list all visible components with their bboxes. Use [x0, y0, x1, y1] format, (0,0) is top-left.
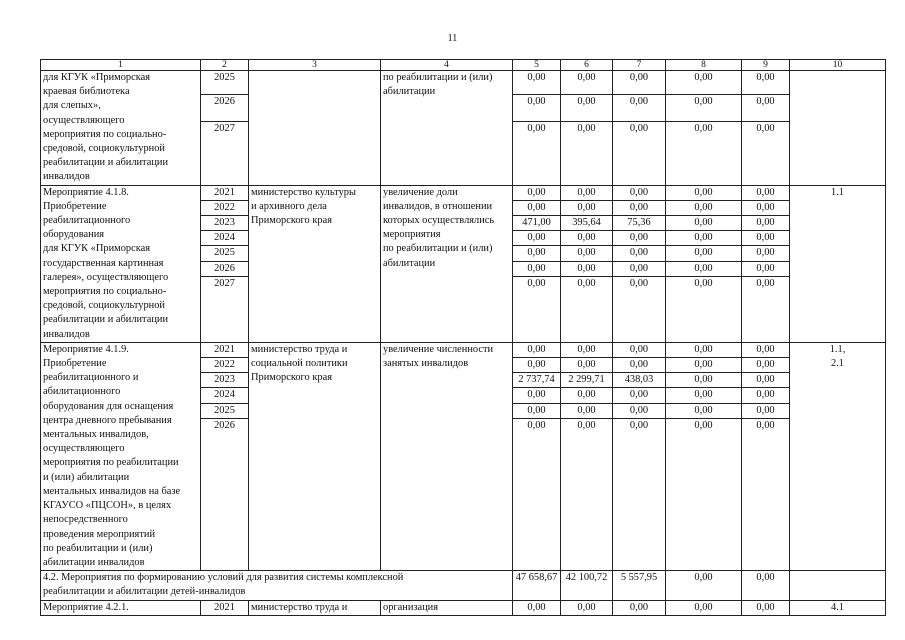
text-line: по реабилитации и (или): [383, 72, 493, 83]
value: 0,00: [742, 358, 789, 373]
value: 0,00: [666, 373, 741, 388]
text-line: КГАУСО «ПЦСОН», в целях: [43, 500, 172, 512]
activity-row-library: [41, 71, 886, 186]
text-line: мероприятия по социально-: [43, 128, 167, 140]
text-line: реабилитации и абилитации детей-инвалидов: [43, 586, 246, 598]
text-line: центра дневного пребывания: [43, 414, 172, 426]
value: 0,00: [666, 246, 741, 261]
value: 0,00: [613, 343, 665, 358]
year: 2021: [201, 186, 248, 201]
value-col-7: [613, 71, 666, 186]
value: 0,00: [694, 572, 713, 584]
section-row-4-2: [41, 571, 886, 600]
text-line: реабилитационного и: [43, 372, 139, 384]
result-cell: [381, 71, 513, 186]
value: 0,00: [561, 186, 612, 201]
year: 2027: [214, 123, 235, 134]
activity-row-4-2-1: [41, 600, 886, 615]
year: 2026: [201, 262, 248, 277]
value: 438,03: [613, 373, 665, 388]
result-cell: [381, 185, 513, 342]
value: 0,00: [577, 277, 596, 289]
text-line: министерство культуры: [251, 186, 356, 198]
value: 0,00: [513, 231, 560, 246]
year: 2025: [201, 246, 248, 261]
executor-cell: [249, 71, 381, 186]
value: 0,00: [577, 419, 596, 431]
value: 471,00: [513, 216, 560, 231]
value: 0,00: [666, 186, 741, 201]
value: 0,00: [742, 373, 789, 388]
header-col-6: 6: [561, 60, 613, 71]
value: 0,00: [613, 71, 665, 95]
value: 0,00: [513, 358, 560, 373]
text-line: краевая библиотека: [43, 86, 130, 98]
value: 0,00: [666, 95, 741, 122]
activity-name: [41, 185, 201, 342]
value-col-5: [513, 342, 561, 570]
value: 0,00: [629, 601, 649, 613]
text-line: занятых инвалидов: [383, 358, 469, 370]
header-col-10: 10: [790, 60, 886, 71]
text-line: абилитации: [383, 257, 436, 269]
section-title: [41, 571, 513, 600]
value-col-8: [666, 185, 742, 342]
value: 0,00: [613, 262, 665, 277]
value: 0,00: [513, 71, 560, 95]
text-line: по реабилитации и (или): [383, 243, 493, 255]
result-cell: организация: [381, 600, 513, 615]
years-cell: [201, 185, 249, 342]
year: 2024: [201, 231, 248, 246]
text-line: государственная картинная: [43, 257, 164, 269]
text-line: Приморского края: [251, 372, 332, 384]
value: 0,00: [561, 231, 612, 246]
value: 0,00: [756, 572, 775, 584]
text-line: социальной политики: [251, 358, 348, 370]
activity-row-4-1-8: [41, 185, 886, 342]
header-col-9: 9: [742, 60, 790, 71]
text-line: для слепых»,: [43, 100, 101, 112]
value: 0,00: [613, 404, 665, 419]
value: 0,00: [561, 262, 612, 277]
year: 2027: [214, 277, 235, 289]
value: 0,00: [756, 123, 775, 134]
year: 2024: [201, 388, 248, 403]
indicator-cell: [790, 71, 886, 186]
value-col-8: [666, 71, 742, 186]
text-line: увеличение численности: [383, 343, 494, 355]
value: 2 299,71: [561, 373, 612, 388]
value: 0,00: [742, 216, 789, 231]
value-col-8: [666, 600, 742, 615]
indicator-cell: [790, 571, 886, 600]
value: 0,00: [577, 123, 596, 134]
value: 0,00: [629, 123, 649, 134]
activity-name: Мероприятие 4.2.1.: [41, 600, 201, 615]
value: 0,00: [527, 419, 546, 431]
indicator-cell: [790, 342, 886, 570]
value: 0,00: [694, 419, 713, 431]
year: 2023: [201, 373, 248, 388]
executor-cell: министерство труда и: [249, 600, 381, 615]
text-line: мероприятия по социально-: [43, 286, 167, 298]
value: 75,36: [613, 216, 665, 231]
executor-cell: [249, 342, 381, 570]
text-line: реабилитации и абилитации: [43, 157, 169, 169]
value: 0,00: [561, 246, 612, 261]
result-cell: [381, 342, 513, 570]
text-line: и (или) абилитации: [43, 471, 130, 483]
value: 0,00: [561, 95, 612, 122]
activity-name: [41, 71, 201, 186]
value: 0,00: [613, 358, 665, 373]
value: 0,00: [666, 71, 741, 95]
value: 0,00: [742, 388, 789, 403]
value: 0,00: [513, 201, 560, 216]
text-line: ментальных инвалидов,: [43, 429, 149, 441]
text-line: мероприятия: [383, 229, 441, 241]
text-line: ментальных инвалидов на базе: [43, 485, 181, 497]
value: 395,64: [561, 216, 612, 231]
value-col-6: [561, 571, 613, 600]
value-col-9: [742, 571, 790, 600]
value-col-8: [666, 342, 742, 570]
value: 0,00: [613, 388, 665, 403]
value: 0,00: [527, 123, 546, 134]
value: 0,00: [742, 231, 789, 246]
year: 2026: [201, 95, 248, 122]
value: 5 557,95: [620, 572, 658, 584]
value: 0,00: [513, 186, 560, 201]
text-line: министерство труда и: [251, 343, 348, 355]
text-line: абилитации: [383, 86, 436, 98]
text-line: которых осуществлялись: [383, 215, 495, 227]
value-col-9: [742, 600, 790, 615]
indicator-cell: 4.1: [790, 600, 886, 615]
value: 0,00: [513, 388, 560, 403]
value: 0,00: [513, 95, 560, 122]
value: 0,00: [742, 71, 789, 95]
year: 2021: [201, 600, 249, 615]
value-col-7: [613, 185, 666, 342]
executor-cell: [249, 185, 381, 342]
text-line: оборудования для оснащения: [43, 400, 174, 412]
text-line: по реабилитации и (или): [43, 542, 153, 554]
value-col-5: [513, 600, 561, 615]
value: 0,00: [742, 201, 789, 216]
text-line: непосредственного: [43, 514, 128, 526]
value-col-5: [513, 185, 561, 342]
value: 0,00: [613, 186, 665, 201]
value-col-7: [613, 571, 666, 600]
value-col-7: [613, 342, 666, 570]
years-cell: [201, 71, 249, 186]
value-col-6: [561, 600, 613, 615]
value: 0,00: [666, 343, 741, 358]
value: 0,00: [561, 201, 612, 216]
value: 0,00: [694, 601, 713, 613]
text-line: реабилитации и абилитации: [43, 314, 169, 326]
header-col-7: 7: [613, 60, 666, 71]
header-col-8: 8: [666, 60, 742, 71]
text-line: мероприятия по реабилитации: [43, 457, 179, 469]
value: 2 737,74: [513, 373, 560, 388]
text-line: Мероприятие 4.1.8.: [43, 186, 129, 198]
value: 0,00: [756, 419, 775, 431]
text-line: осуществляющего: [43, 443, 125, 455]
value: 0,00: [742, 262, 789, 277]
header-col-4: 4: [381, 60, 513, 71]
activity-row-4-1-9: [41, 342, 886, 570]
year: 2023: [201, 216, 248, 231]
value-col-9: [742, 71, 790, 186]
text-line: увеличение доли: [383, 186, 458, 198]
text-line: средовой, социокультурной: [43, 300, 165, 312]
value: 0,00: [666, 262, 741, 277]
value: 0,00: [742, 186, 789, 201]
text-line: осуществляющего: [43, 114, 125, 126]
text-line: для КГУК «Приморская: [43, 243, 150, 255]
value: 42 100,72: [565, 572, 608, 584]
value: 0,00: [666, 216, 741, 231]
text-line: Приобретение: [43, 200, 107, 212]
activity-name: [41, 342, 201, 570]
value: 0,00: [613, 231, 665, 246]
value: 0,00: [613, 246, 665, 261]
page-number: 11: [447, 33, 458, 44]
value: 0,00: [694, 123, 713, 134]
value: 0,00: [513, 262, 560, 277]
value: 0,00: [613, 201, 665, 216]
value-col-7: [613, 600, 666, 615]
text-line: и архивного дела: [251, 200, 327, 212]
value: 0,00: [742, 246, 789, 261]
value: 0,00: [629, 419, 649, 431]
value: 0,00: [561, 388, 612, 403]
value: 0,00: [756, 601, 775, 613]
years-cell: [201, 342, 249, 570]
value: 47 658,67: [515, 572, 558, 584]
value: 0,00: [666, 404, 741, 419]
text-line: для КГУК «Приморская: [43, 72, 150, 83]
text-line: оборудования: [43, 229, 105, 241]
value: 0,00: [742, 343, 789, 358]
value: 0,00: [666, 358, 741, 373]
value-col-8: [666, 571, 742, 600]
value: 0,00: [513, 343, 560, 358]
value: 0,00: [666, 231, 741, 246]
year: 2022: [201, 358, 248, 373]
value-col-9: [742, 185, 790, 342]
header-row: [41, 60, 886, 71]
value: 0,00: [742, 404, 789, 419]
value: 0,00: [694, 277, 713, 289]
value: 0,00: [561, 343, 612, 358]
header-col-2: 2: [201, 60, 249, 71]
value-col-5: [513, 71, 561, 186]
value: 0,00: [742, 95, 789, 122]
text-line: Приобретение: [43, 358, 107, 370]
year: 2025: [201, 404, 248, 419]
value: 0,00: [561, 358, 612, 373]
value-col-6: [561, 342, 613, 570]
year: 2025: [201, 71, 248, 95]
text-line: Приморского края: [251, 215, 332, 227]
value-col-9: [742, 342, 790, 570]
text-line: абилитации инвалидов: [43, 556, 145, 568]
value: 0,00: [613, 95, 665, 122]
indicator-cell: 1.1: [790, 185, 886, 342]
year: 2021: [201, 343, 248, 358]
value: 0,00: [527, 277, 546, 289]
value: 0,00: [629, 277, 649, 289]
text-line: средовой, социокультурной: [43, 143, 165, 155]
year: 2022: [201, 201, 248, 216]
value: 0,00: [666, 201, 741, 216]
value: 0,00: [527, 601, 546, 613]
program-activities-table: [40, 59, 886, 616]
text-line: Мероприятие 4.1.9.: [43, 343, 129, 355]
text-line: инвалидов: [43, 171, 90, 183]
text-line: 1.1,: [829, 343, 846, 355]
text-line: 4.2. Мероприятия по формированию условий для развития системы комплексной: [43, 572, 404, 584]
value: 0,00: [513, 404, 560, 419]
value-col-6: [561, 185, 613, 342]
text-line: галерея», осуществляющего: [43, 271, 169, 283]
value: 0,00: [666, 388, 741, 403]
value: 0,00: [756, 277, 775, 289]
value: 0,00: [513, 246, 560, 261]
value: 0,00: [577, 601, 596, 613]
value: 0,00: [561, 71, 612, 95]
value: 0,00: [561, 404, 612, 419]
value-col-6: [561, 71, 613, 186]
text-line: инвалидов: [43, 328, 90, 340]
text-line: 2.1: [831, 358, 844, 370]
text-line: инвалидов, в отношении: [383, 200, 493, 212]
text-line: абилитационного: [43, 386, 121, 398]
header-col-1: 1: [41, 60, 201, 71]
header-col-5: 5: [513, 60, 561, 71]
text-line: реабилитационного: [43, 215, 131, 227]
value-col-5: [513, 571, 561, 600]
text-line: проведения мероприятий: [43, 528, 156, 540]
header-col-3: 3: [249, 60, 381, 71]
year: 2026: [214, 419, 235, 431]
